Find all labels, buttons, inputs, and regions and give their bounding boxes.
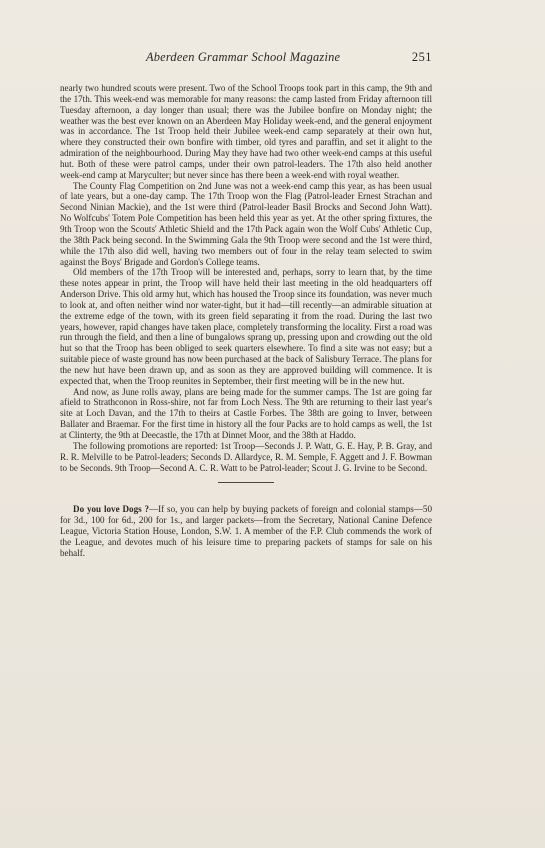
paragraph-promotions: The following promotions are reported: 1st Troop—Seconds J. P. Watt, G. E. Hay, P. B. Gray, and R. R. Melville to be Patrol-leaders; Seconds D. Allardyce, R. M. Semple, F. Aggett and J. F. Bowman to be Seconds. 9th Troop—Second A. C. R. Watt to be Patrol-leader; Scout J. G. Irvine to be Second. bbox=[60, 440, 432, 473]
paragraph-continued: nearly two hundred scouts were present. Two of the School Troops took part in this camp, the 9th and the 17th. This week-end was memorable for many reasons: the camp lasted from Friday afternoon till Tuesday afternoon, a day longer than usual; there was the Jubilee bonfire on Monday night; the weather was the best ever known on an Aberdeen May Holiday week-end, and the general enjoyment was in accordance. The 1st Troop held their Jubilee week-end camp separately at their own hut, where they constructed their own bonfire with timber, old tyres and paraffin, and set it alight to the admiration of the neighbourhood. During May they have had two other week-end camps at this useful hut. Both of these were patrol camps, under their own patrol-leaders. The 17th also held another week-end camp at Maryculter; but never since has there been a week-end with royal weather. bbox=[60, 83, 432, 180]
notice-lead: Do you love Dogs ? bbox=[73, 504, 150, 515]
magazine-title: Aberdeen Grammar School Magazine bbox=[146, 50, 341, 64]
notice-paragraph bbox=[60, 504, 432, 558]
page-number: 251 bbox=[411, 50, 432, 64]
running-header bbox=[60, 50, 432, 66]
paragraph-flag-competition: The County Flag Competition on 2nd June was not a week-end camp this year, as has been usual of late years, but a one-day camp. The 17th Troop won the Flag (Patrol-leader Ernest Strachan and Second Ninian Mackie), and the 1st were third (Patrol-leader Basil Brocks and Second John Watt). No Wolfcubs' Totem Pole Competition has been held this year as yet. At the other spring fixtures, the 9th Troop won the Scouts' Athletic Shield and the 17th Pack again won the Wolf Cubs' Athletic Cup, the 38th Pack being second. In the Swimming Gala the 9th Troop were second and the 1st were third, while the 17th also did well, having two members out of four in the relay team selected to swim against the Boys' Brigade and Gordon's College teams. bbox=[60, 180, 432, 267]
article-body bbox=[60, 83, 432, 559]
notice-text: —If so, you can help by buying packets of foreign and colonial stamps—50 for 3d., 100 for 6d., 200 for 1s., and larger packets—from the Secretary, National Canine Defence League, Victoria Station House, London, S.W. 1. A member of the F.P. Club commends the work of the League, and devotes much of his leisure time to preparing packets of stamps for sale on his behalf. bbox=[60, 504, 432, 558]
paragraph-old-headquarters: Old members of the 17th Troop will be interested and, perhaps, sorry to learn that, by the time these notes appear in print, the Troop will have held their last meeting in the old headquarters off Anderson Drive. This old army hut, which has housed the Troop since its foundation, was never much to look at, and often neither wind nor water-tight, but it had—till recently—an admirable situation at the extreme edge of the town, with its green field separating it from the road. During the last two years, however, rapid changes have taken place, completely transforming the locality. First a road was run through the field, and then a line of bungalows sprang up, pressing upon and crowding out the old hut so that the Troop has been obliged to seek quarters elsewhere. To find a site was not easy; but a suitable piece of waste ground has now been purchased at the back of Salisbury Terrace. The plans for the new hut have been drawn up, and as soon as they are approved building will commence. It is expected that, when the Troop reunites in September, their first meeting will be in the new hut. bbox=[60, 267, 432, 386]
paragraph-summer-camps: And now, as June rolls away, plans are being made for the summer camps. The 1st are going far afield to Strathconon in Ross-shire, not far from Loch Ness. The 9th are returning to their last year's site at Loch Davan, and the 17th to theirs at Castle Forbes. The 38th are going to Inver, between Ballater and Braemar. For the first time in history all the four Packs are to hold camps as well, the 1st at Clinterty, the 9th at Deecastle, the 17th at Dinnet Moor, and the 38th at Haddo. bbox=[60, 386, 432, 440]
section-divider bbox=[218, 482, 274, 483]
